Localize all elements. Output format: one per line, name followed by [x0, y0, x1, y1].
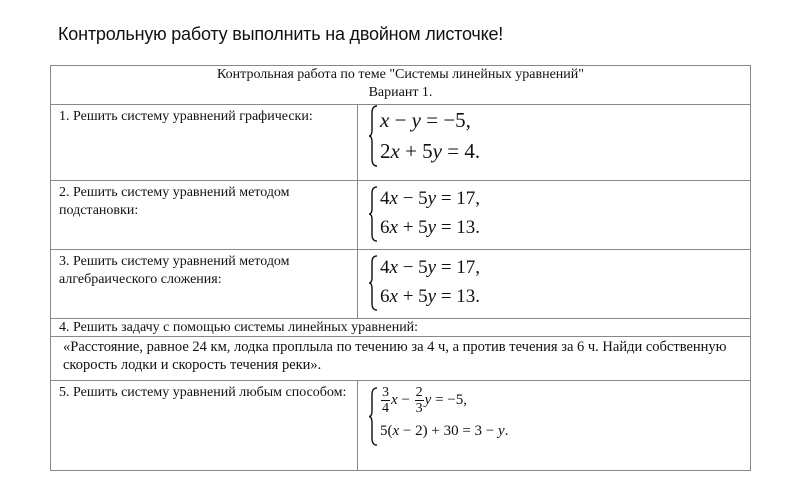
task-4-text: 4. Решить задачу с помощью системы линейных уравнений:: [51, 319, 751, 337]
task-1-text: 1. Решить систему уравнений графически:: [51, 105, 358, 181]
brace-icon: [368, 255, 378, 311]
task-3-equation-2: 6x + 5y = 13.: [380, 286, 481, 307]
task-5-equation-2: 5(x − 2) + 30 = 3 − y.: [380, 423, 509, 440]
header-cell: [51, 66, 751, 105]
task-row-4-problem: [51, 337, 751, 381]
task-5-system: [358, 381, 751, 471]
task-row-4: [51, 319, 751, 337]
task-4-problem: «Расстояние, равное 24 км, лодка проплыла по течению за 4 ч, а против течения за 6 ч. Найди собственную скорость лодки и скорость течения реки».: [51, 337, 751, 381]
task-3-text: 3. Решить систему уравнений методом алгебраического сложения:: [51, 250, 358, 319]
task-1-system: [358, 105, 751, 181]
task-3-system: [358, 250, 751, 319]
task-3-equation-1: 4x − 5y = 17,: [380, 257, 481, 278]
fraction-3-4: $\frac{3}{4}$: [382, 385, 389, 417]
test-table: [50, 65, 751, 471]
task-2-equation-1: 4x − 5y = 17,: [380, 188, 481, 209]
task-row-1: [51, 105, 751, 181]
task-row-3: [51, 250, 751, 319]
task-1-equation-2: 2x + 5y = 4.: [380, 139, 481, 163]
equation-system: [368, 250, 480, 311]
task-5-equation-1-rendered: $\frac{3}{4}$ x − $\frac{2}{3}$ y = −5,: [382, 385, 467, 417]
instruction-heading: Контрольную работу выполнить на двойном листочке!: [58, 24, 504, 44]
task-2-text: 2. Решить систему уравнений методом подстановки:: [51, 181, 358, 250]
task-5-text: 5. Решить систему уравнений любым способом:: [51, 381, 358, 471]
header-row: [51, 66, 751, 105]
test-title: Контрольная работа по теме "Системы линейных уравнений": [217, 67, 584, 82]
brace-icon: [368, 186, 378, 242]
fraction-2-3: $\frac{2}{3}$: [415, 385, 423, 417]
task-2-equation-2: 6x + 5y = 13.: [380, 217, 481, 238]
equation-system: [368, 381, 508, 446]
task-row-5: [51, 381, 751, 471]
equation-system: [368, 181, 480, 242]
brace-icon: [368, 387, 378, 446]
task-row-2: [51, 181, 751, 250]
variant-label: Вариант 1.: [368, 85, 433, 100]
task-1-equation-1: x − y = −5,: [380, 108, 471, 132]
equation-system: [368, 105, 480, 167]
brace-icon: [368, 105, 378, 167]
task-2-system: [358, 181, 751, 250]
